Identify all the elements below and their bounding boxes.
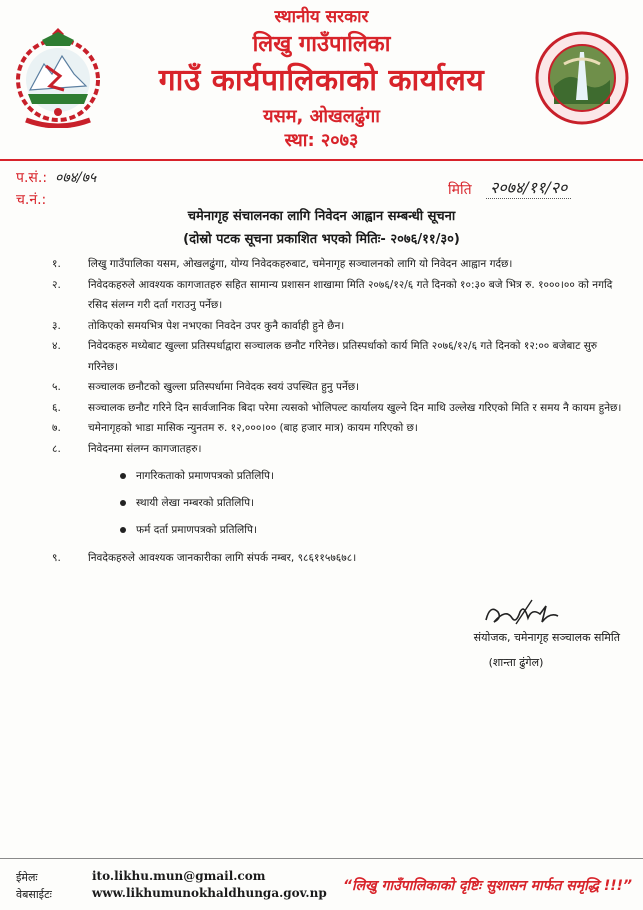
list-item	[52, 336, 626, 377]
header-government-line: स्थानीय सरकार	[274, 7, 369, 27]
bullet-icon	[120, 527, 126, 533]
header-office-title: गाउँ कार्यपालिकाको कार्यालय	[158, 63, 485, 98]
footer-website-link[interactable]: www.likhumunokhaldhunga.gov.np	[92, 886, 327, 900]
list-item	[52, 316, 626, 337]
list-item-number: २.	[52, 278, 61, 291]
attachment-item	[118, 463, 626, 490]
footer-email-label: ईमेलः	[16, 871, 38, 884]
reference-ps-value: ०७४/७५	[55, 170, 97, 186]
list-item-text: सञ्चालक छनौटको खुल्ला प्रतिस्पर्धामा निवेदक स्वयं उपस्थित हुनु पर्नेछ।	[88, 381, 360, 393]
header-address: यसम, ओखलढुंगा	[263, 106, 380, 127]
date-value: २०७४/११/२०	[486, 176, 571, 199]
list-item-text: लिखु गाउँपालिका यसम, ओखलढुंगा, योग्य निवेदकहरुबाट, चमेनागृह सञ्चालनको लागि यो निवेदन आह्वान गर्दछ।	[88, 258, 513, 270]
list-item-number: ९.	[52, 552, 61, 564]
list-item-text: निवेदनमा संलग्न कागजातहरु।	[88, 442, 202, 455]
list-item-text: सञ्चालक छनौट गरिने दिन सार्वजानिक बिदा परेमा त्यसको भोलिपल्ट कार्यालय खुल्ने दिन माथि उल्लेख गरिएको मिति र समय नै कायम हुनेछ।	[88, 401, 622, 414]
list-item-text: निवेदकहरुले आवश्यक कागजातहरु सहित सामान्य प्रशासन शाखामा मिति २०७६/१२/६ गते दिनको १०:३० बजे भित्र रु. १०००।०० को नगदि रसिद संलग्न गरी दर्ता गराउनु पर्नेछ।	[88, 278, 613, 311]
notice-body	[52, 254, 626, 569]
signatory-name: (शान्ता ढुंगेल)	[488, 656, 544, 669]
header-established: स्था: २०७३	[284, 130, 359, 151]
reference-ps	[16, 168, 96, 187]
nepal-emblem-icon	[12, 28, 104, 128]
signature-icon	[480, 598, 570, 632]
list-item-number: ८.	[52, 442, 61, 455]
list-item-number: ६.	[52, 401, 61, 414]
list-item	[52, 548, 626, 569]
attachment-text: फर्म दर्ता प्रमाणपत्रको प्रतिलिपि।	[136, 524, 257, 536]
signatory-role: संयोजक, चमेनागृह सञ्चालक समिति	[473, 631, 620, 644]
footer-website-label: वेबसाईटः	[16, 888, 52, 901]
list-item-number: १.	[52, 258, 61, 270]
attachment-item	[118, 490, 626, 517]
header-municipality-name: लिखु गाउँपालिका	[252, 32, 391, 57]
attachment-text: स्थायी लेखा नम्बरको प्रतिलिपि।	[136, 497, 255, 509]
header-divider	[0, 159, 643, 161]
list-item-text: निवदेकहरुले आवश्यक जानकारीका लागि संपर्क नम्बर, ९८६११५७६७८।	[88, 552, 357, 564]
attachment-text: नागरिकताको प्रमाणपत्रको प्रतिलिपि।	[136, 470, 274, 482]
bullet-icon	[120, 500, 126, 506]
list-item-text: तोकिएको समयभित्र पेश नभएका निवदेन उपर कुनै कार्वाही हुने छैन।	[88, 319, 345, 332]
list-item-number: ५.	[52, 381, 61, 393]
reference-cn-label: च.नं.:	[16, 192, 47, 208]
footer-divider	[0, 858, 643, 859]
list-item-number: ४.	[52, 340, 61, 352]
list-item	[52, 275, 626, 316]
list-item	[52, 418, 626, 439]
bullet-icon	[120, 473, 126, 479]
footer-email-link[interactable]: ito.likhu.mun@gmail.com	[92, 869, 266, 883]
reference-ps-label: प.सं.:	[16, 170, 48, 186]
notice-title: चमेनागृह संचालनका लागि निवेदन आह्वान सम्बन्धी सूचना	[187, 209, 456, 224]
municipality-seal-icon	[534, 30, 630, 126]
date-label: मिति	[448, 182, 472, 198]
list-item-text: चमेनागृहको भाडा मासिक न्युनतम रु. १२,०००।०० (बाह हजार मात्र) कायम गरिएको छ।	[88, 422, 418, 434]
list-item	[52, 439, 626, 460]
list-item	[52, 254, 626, 275]
list-item	[52, 377, 626, 398]
list-item-number: ३.	[52, 319, 61, 332]
list-item-text: निवेदकहरु मध्येबाट खुल्ला प्रतिस्पर्धाद्वारा सञ्चालक छनौट गरिनेछ। प्रतिस्पर्धाको कार्य मिति २०७६/१२/६ गते दिनको १२:०० बजेबाट सुरु गरिनेछ।	[88, 340, 598, 373]
list-item	[52, 398, 626, 419]
attachment-list	[118, 463, 626, 544]
notice-subtitle: (दोस्रो पटक सूचना प्रकाशित भएको मितिः- २०७६/११/३०)	[183, 232, 460, 247]
list-item-number: ७.	[52, 422, 61, 434]
attachment-item	[118, 517, 626, 544]
footer-motto: “लिखु गाउँपालिकाको दृष्टिः सुशासन मार्फत समृद्धि !!!”	[343, 878, 632, 894]
